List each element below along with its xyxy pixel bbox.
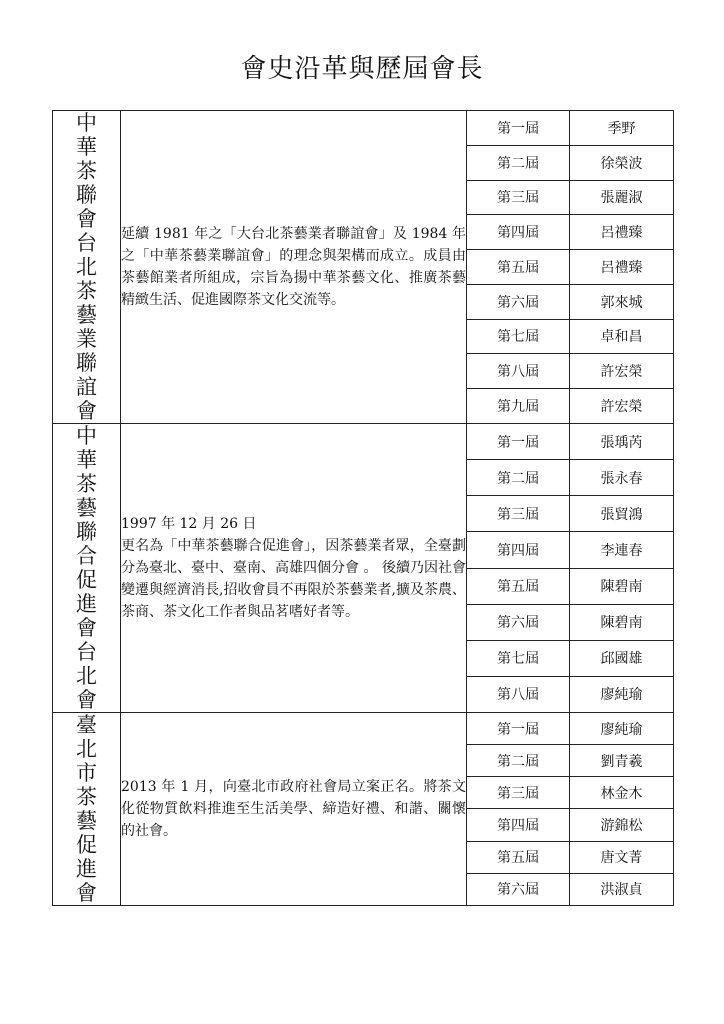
term-cell: 第六屆 xyxy=(467,604,570,640)
president-name-cell: 陳碧南 xyxy=(570,568,674,604)
organization-name: 中華茶聯會台北茶藝業聯誼會 xyxy=(76,111,97,423)
president-name-cell: 李連春 xyxy=(570,532,674,568)
president-name-cell: 陳碧南 xyxy=(570,604,674,640)
term-cell: 第二屆 xyxy=(467,460,570,496)
organization-name-cell xyxy=(53,111,121,424)
table-row xyxy=(53,713,674,745)
term-cell: 第二屆 xyxy=(467,745,570,777)
president-name-cell: 郭來城 xyxy=(570,284,674,319)
organization-name-cell xyxy=(53,424,121,713)
organization-name: 臺北市茶藝促進會 xyxy=(76,713,97,905)
term-cell: 第三屆 xyxy=(467,180,570,215)
president-name-cell: 邱國雄 xyxy=(570,640,674,676)
term-cell: 第八屆 xyxy=(467,676,570,712)
organization-name: 中華茶藝聯合促進會台北會 xyxy=(76,424,97,712)
term-cell: 第一屆 xyxy=(467,424,570,460)
term-cell: 第九屆 xyxy=(467,389,570,424)
term-cell: 第五屆 xyxy=(467,568,570,604)
term-cell: 第四屆 xyxy=(467,532,570,568)
president-name-cell: 張永春 xyxy=(570,460,674,496)
organization-description xyxy=(121,424,467,713)
president-name-cell: 張貿鴻 xyxy=(570,496,674,532)
term-cell: 第七屆 xyxy=(467,319,570,354)
president-name-cell: 廖純瑜 xyxy=(570,676,674,712)
president-name-cell: 林金木 xyxy=(570,777,674,809)
term-cell: 第五屆 xyxy=(467,250,570,285)
table-row xyxy=(53,111,674,146)
president-name-cell: 季野 xyxy=(570,111,674,146)
term-cell: 第三屆 xyxy=(467,777,570,809)
term-cell: 第六屆 xyxy=(467,284,570,319)
president-name-cell: 卓和昌 xyxy=(570,319,674,354)
term-cell: 第一屆 xyxy=(467,713,570,745)
term-cell: 第二屆 xyxy=(467,145,570,180)
president-name-cell: 廖純瑜 xyxy=(570,713,674,745)
president-name-cell: 張麗淑 xyxy=(570,180,674,215)
term-cell: 第七屆 xyxy=(467,640,570,676)
description-text: 延續 1981 年之「大台北茶藝業者聯誼會」及 1984 年之「中華茶藝業聯誼會」的理念與架構而成立。成員由茶藝館業者所組成，宗旨為揚中華茶藝文化、推廣茶藝精緻生活、促進國際茶文化交流等。 xyxy=(121,226,466,308)
organization-name-cell xyxy=(53,713,121,906)
table-row xyxy=(53,424,674,460)
president-name-cell: 呂禮臻 xyxy=(570,250,674,285)
term-cell: 第四屆 xyxy=(467,809,570,841)
president-name-cell: 許宏榮 xyxy=(570,389,674,424)
president-name-cell: 張瑀芮 xyxy=(570,424,674,460)
organization-description xyxy=(121,111,467,424)
president-name-cell: 洪淑貞 xyxy=(570,873,674,905)
term-cell: 第四屆 xyxy=(467,215,570,250)
term-cell: 第六屆 xyxy=(467,873,570,905)
term-cell: 第三屆 xyxy=(467,496,570,532)
president-name-cell: 許宏榮 xyxy=(570,354,674,389)
term-cell: 第一屆 xyxy=(467,111,570,146)
president-name-cell: 呂禮臻 xyxy=(570,215,674,250)
president-name-cell: 徐榮波 xyxy=(570,145,674,180)
description-text: 1997 年 12 月 26 日 xyxy=(121,516,257,532)
term-cell: 第五屆 xyxy=(467,841,570,873)
president-name-cell: 游錦松 xyxy=(570,809,674,841)
term-cell: 第八屆 xyxy=(467,354,570,389)
organization-description xyxy=(121,713,467,906)
description-text: 更名為「中華茶藝聯合促進會」，因茶藝業者眾，全臺劃分為臺北、臺中、臺南、高雄四個分會 。 後續乃因社會變遷與經濟消長,招收會員不再限於茶藝業者,擴及茶農、茶商、茶文化工作者與品茗嗜好者等。 xyxy=(121,538,466,620)
president-name-cell: 劉青羲 xyxy=(570,745,674,777)
history-table xyxy=(52,110,674,906)
president-name-cell: 唐文菁 xyxy=(570,841,674,873)
description-text: 2013 年 1 月，向臺北市政府社會局立案正名。將茶文化從物質飲料推進至生活美學、締造好禮、和諧、關懷的社會。 xyxy=(121,779,466,839)
page-title: 會史沿革與歷屆會長 xyxy=(240,54,484,84)
